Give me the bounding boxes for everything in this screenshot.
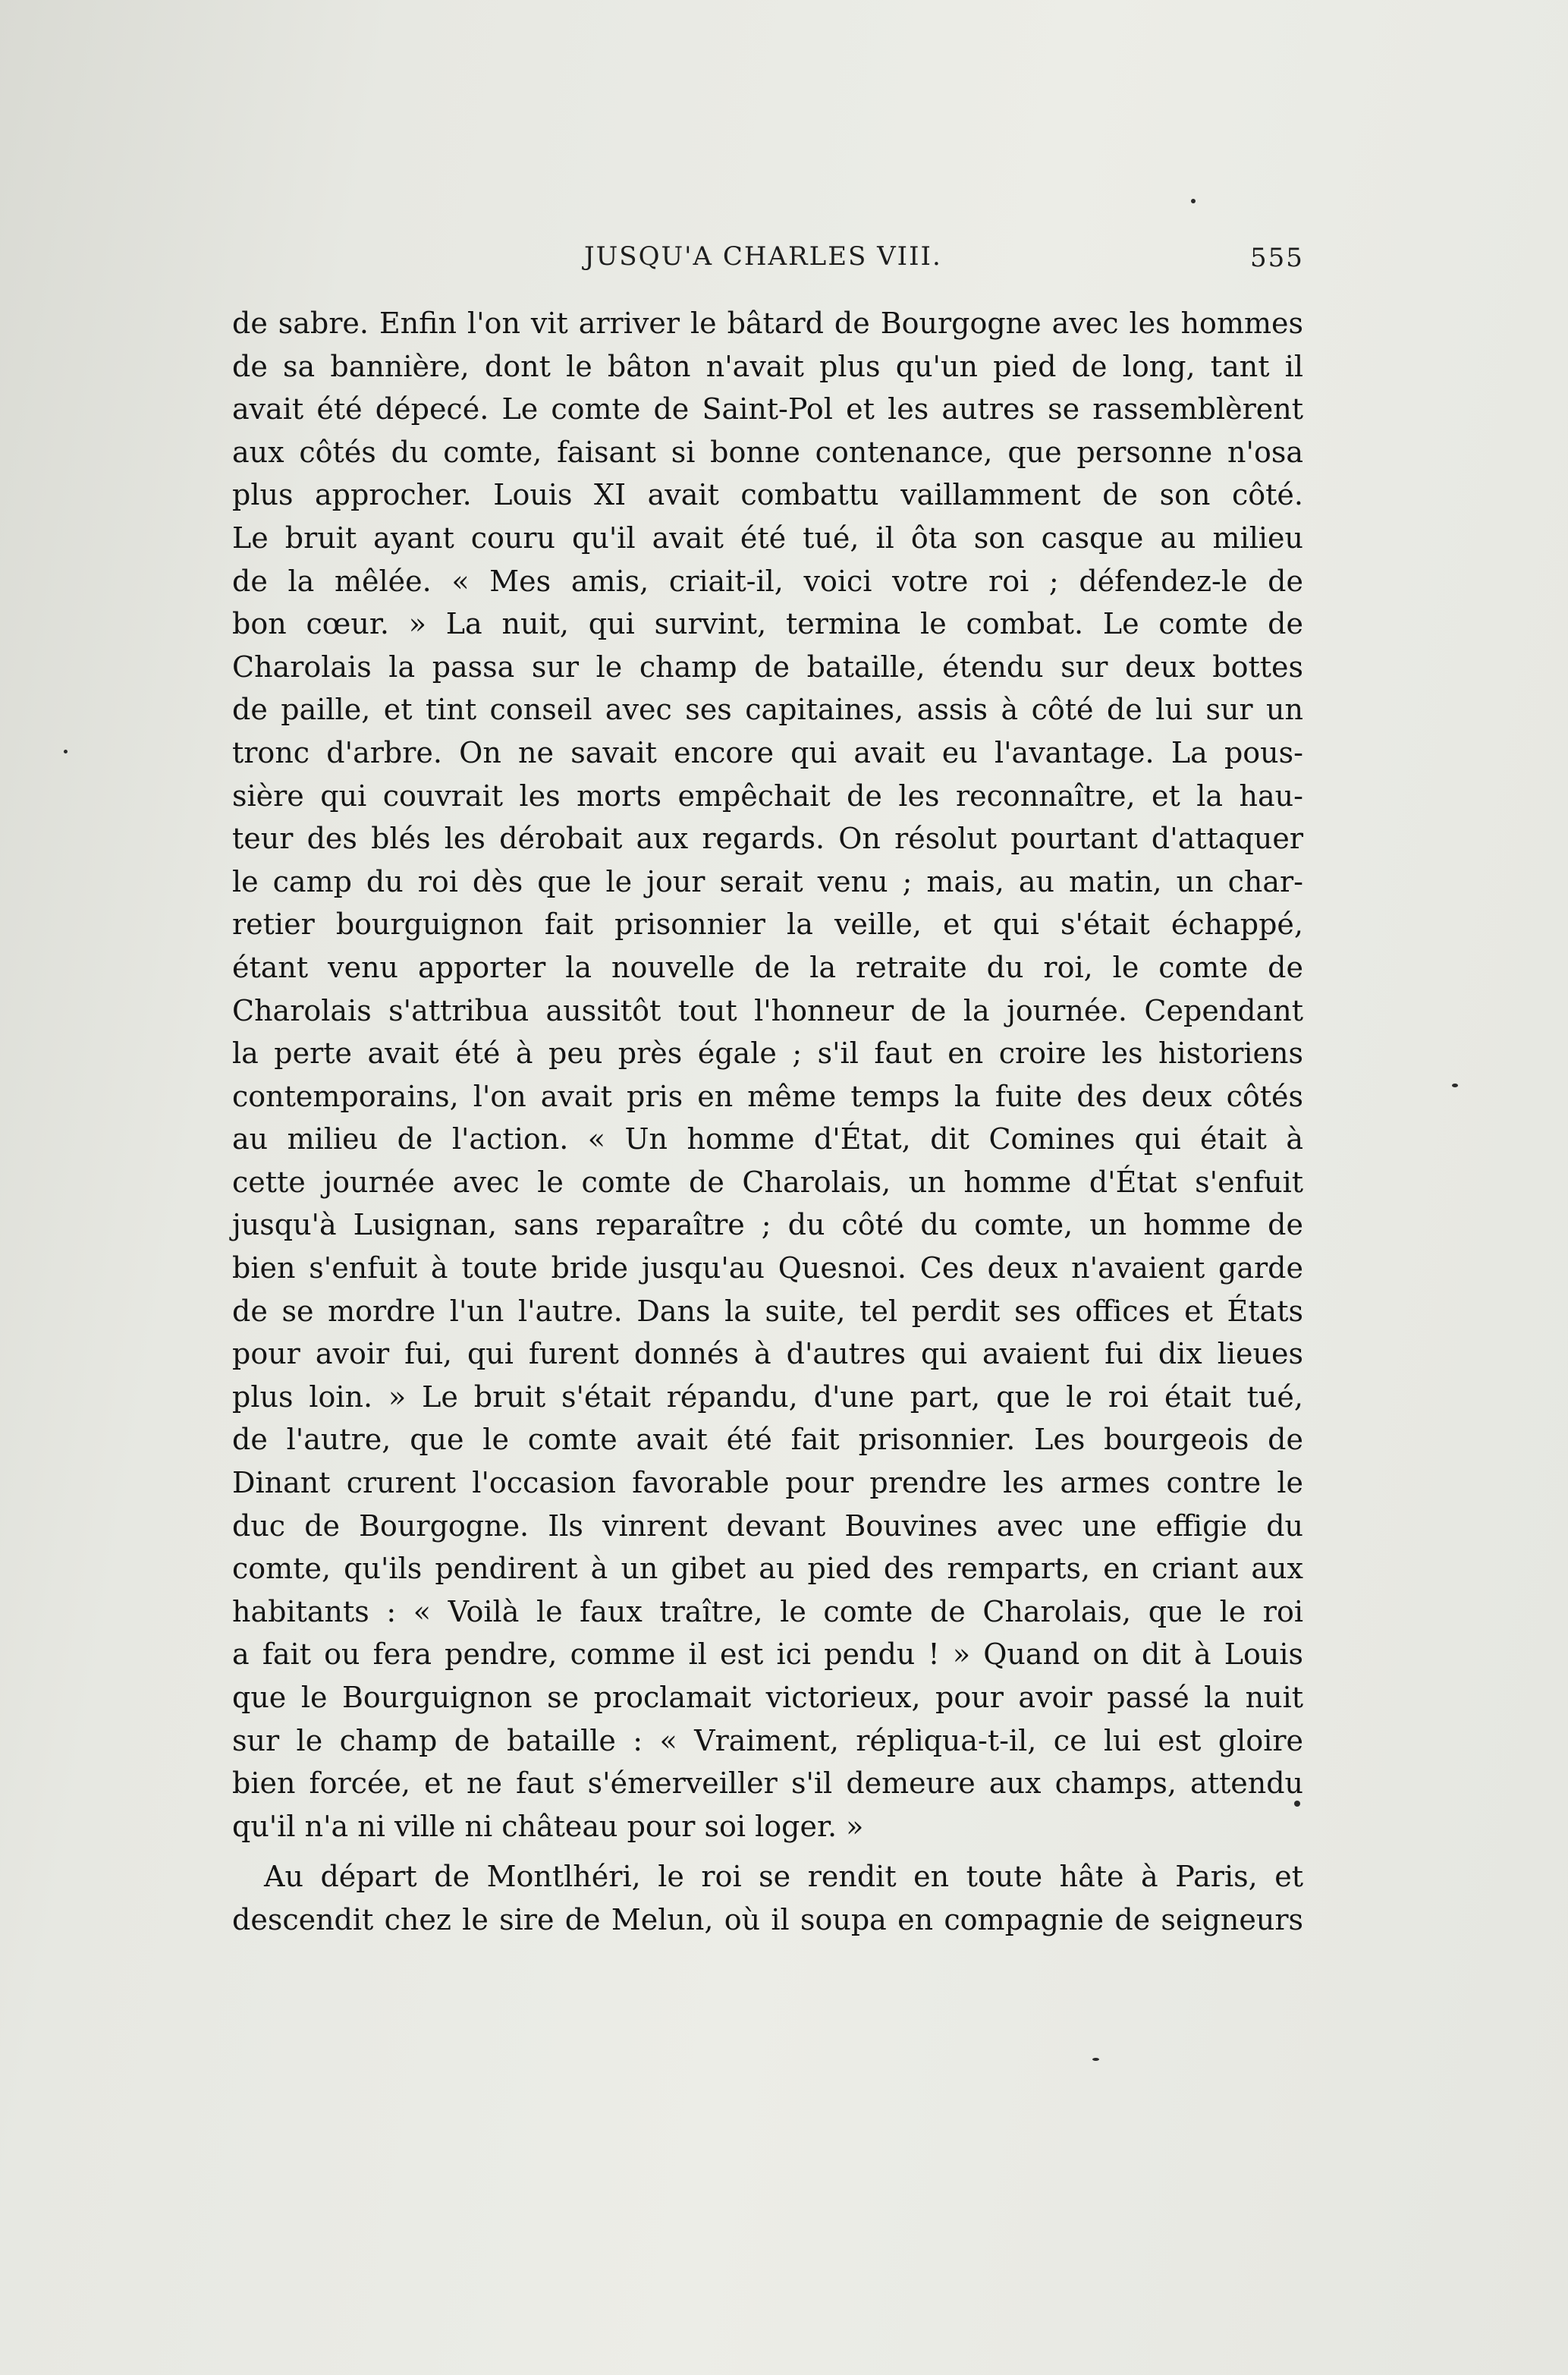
text-line: Charolais la passa sur le champ de bataille, étendu sur deux bottes (232, 650, 1303, 684)
text-line: tronc d'arbre. On ne savait encore qui avait eu l'avantage. La pous- (232, 735, 1303, 769)
text-line: bien s'enfuit à toute bride jusqu'au Quesnoi. Ces deux n'avaient garde (232, 1251, 1303, 1285)
text-line: plus loin. » Le bruit s'était répandu, d'une part, que le roi était tué, (232, 1379, 1303, 1414)
text-line: de la mêlée. « Mes amis, criait-il, voici votre roi ; défendez-le de (232, 564, 1303, 598)
page-number: 555 (1250, 243, 1304, 273)
text-line: contemporains, l'on avait pris en même temps la fuite des deux côtés (232, 1079, 1303, 1113)
text-line: jusqu'à Lusignan, sans reparaître ; du côté du comte, un homme de (232, 1208, 1303, 1242)
ink-speck (1452, 1084, 1458, 1087)
text-line: de se mordre l'un l'autre. Dans la suite, tel perdit ses offices et États (232, 1294, 1303, 1328)
text-line: aux côtés du comte, faisant si bonne contenance, que personne n'osa (232, 435, 1303, 469)
text-line: cette journée avec le comte de Charolais, un homme d'État s'enfuit (232, 1165, 1303, 1199)
paragraph-start-line: Au départ de Montlhéri, le roi se rendit en toute hâte à Paris, et (264, 1860, 1303, 1894)
text-line: sière qui couvrait les morts empêchait de les reconnaître, et la hau- (232, 779, 1303, 813)
text-line: avait été dépecé. Le comte de Saint-Pol et les autres se rassemblèrent (232, 392, 1303, 426)
text-line: bien forcée, et ne faut s'émerveiller s'il demeure aux champs, attendu (232, 1766, 1303, 1801)
text-line: le camp du roi dès que le jour serait venu ; mais, au matin, un char- (232, 864, 1303, 898)
text-line: que le Bourguignon se proclamait victorieux, pour avoir passé la nuit (232, 1681, 1303, 1714)
text-line: étant venu apporter la nouvelle de la retraite du roi, le comte de (232, 950, 1303, 984)
text-line: pour avoir fui, qui furent donnés à d'autres qui avaient fui dix lieues (232, 1337, 1303, 1371)
text-line: Le bruit ayant couru qu'il avait été tué, il ôta son casque au milieu (232, 521, 1303, 555)
text-line: bon cœur. » La nuit, qui survint, termina le combat. Le comte de (232, 607, 1303, 641)
text-line: la perte avait été à peu près égale ; s'il faut en croire les historiens (232, 1037, 1303, 1071)
ink-speck (1092, 2058, 1099, 2061)
running-head (0, 241, 1568, 287)
text-line: comte, qu'ils pendirent à un gibet au pied des remparts, en criant aux (232, 1552, 1303, 1586)
ink-speck (64, 750, 68, 753)
text-line: de sabre. Enfin l'on vit arriver le bâtard de Bourgogne avec les hommes (232, 307, 1303, 340)
text-line: au milieu de l'action. « Un homme d'État, dit Comines qui était à (232, 1122, 1303, 1156)
text-line: de sa bannière, dont le bâton n'avait plus qu'un pied de long, tant il (232, 349, 1303, 383)
text-line: retier bourguignon fait prisonnier la veille, et qui s'était échappé, (232, 908, 1303, 942)
body-text (232, 302, 1303, 1942)
text-line: de l'autre, que le comte avait été fait prisonnier. Les bourgeois de (232, 1423, 1303, 1457)
text-line: Dinant crurent l'occasion favorable pour prendre les armes contre le (232, 1466, 1303, 1500)
ink-speck (1294, 1801, 1300, 1807)
paragraph-end-line: qu'il n'a ni ville ni château pour soi loger. » (232, 1809, 864, 1843)
text-line: descendit chez le sire de Melun, où il soupa en compagnie de seigneurs (232, 1902, 1303, 1936)
text-line: teur des blés les dérobait aux regards. On résolut pourtant d'attaquer (232, 822, 1303, 856)
text-line: habitants : « Voilà le faux traître, le comte de Charolais, que le roi (232, 1594, 1303, 1628)
text-line: de paille, et tint conseil avec ses capitaines, assis à côté de lui sur un (232, 693, 1303, 727)
ink-speck (1191, 199, 1196, 203)
text-line: sur le champ de bataille : « Vraiment, répliqua-t-il, ce lui est gloire (232, 1723, 1303, 1757)
text-line: a fait ou fera pendre, comme il est ici pendu ! » Quand on dit à Louis (232, 1637, 1303, 1672)
text-line: duc de Bourgogne. Ils vinrent devant Bouvines avec une effigie du (232, 1508, 1303, 1543)
running-title: JUSQU'A CHARLES VIII. (584, 241, 942, 272)
text-line: Charolais s'attribua aussitôt tout l'honneur de la journée. Cependant (232, 993, 1303, 1027)
text-line: plus approcher. Louis XI avait combattu vaillamment de son côté. (232, 478, 1303, 512)
